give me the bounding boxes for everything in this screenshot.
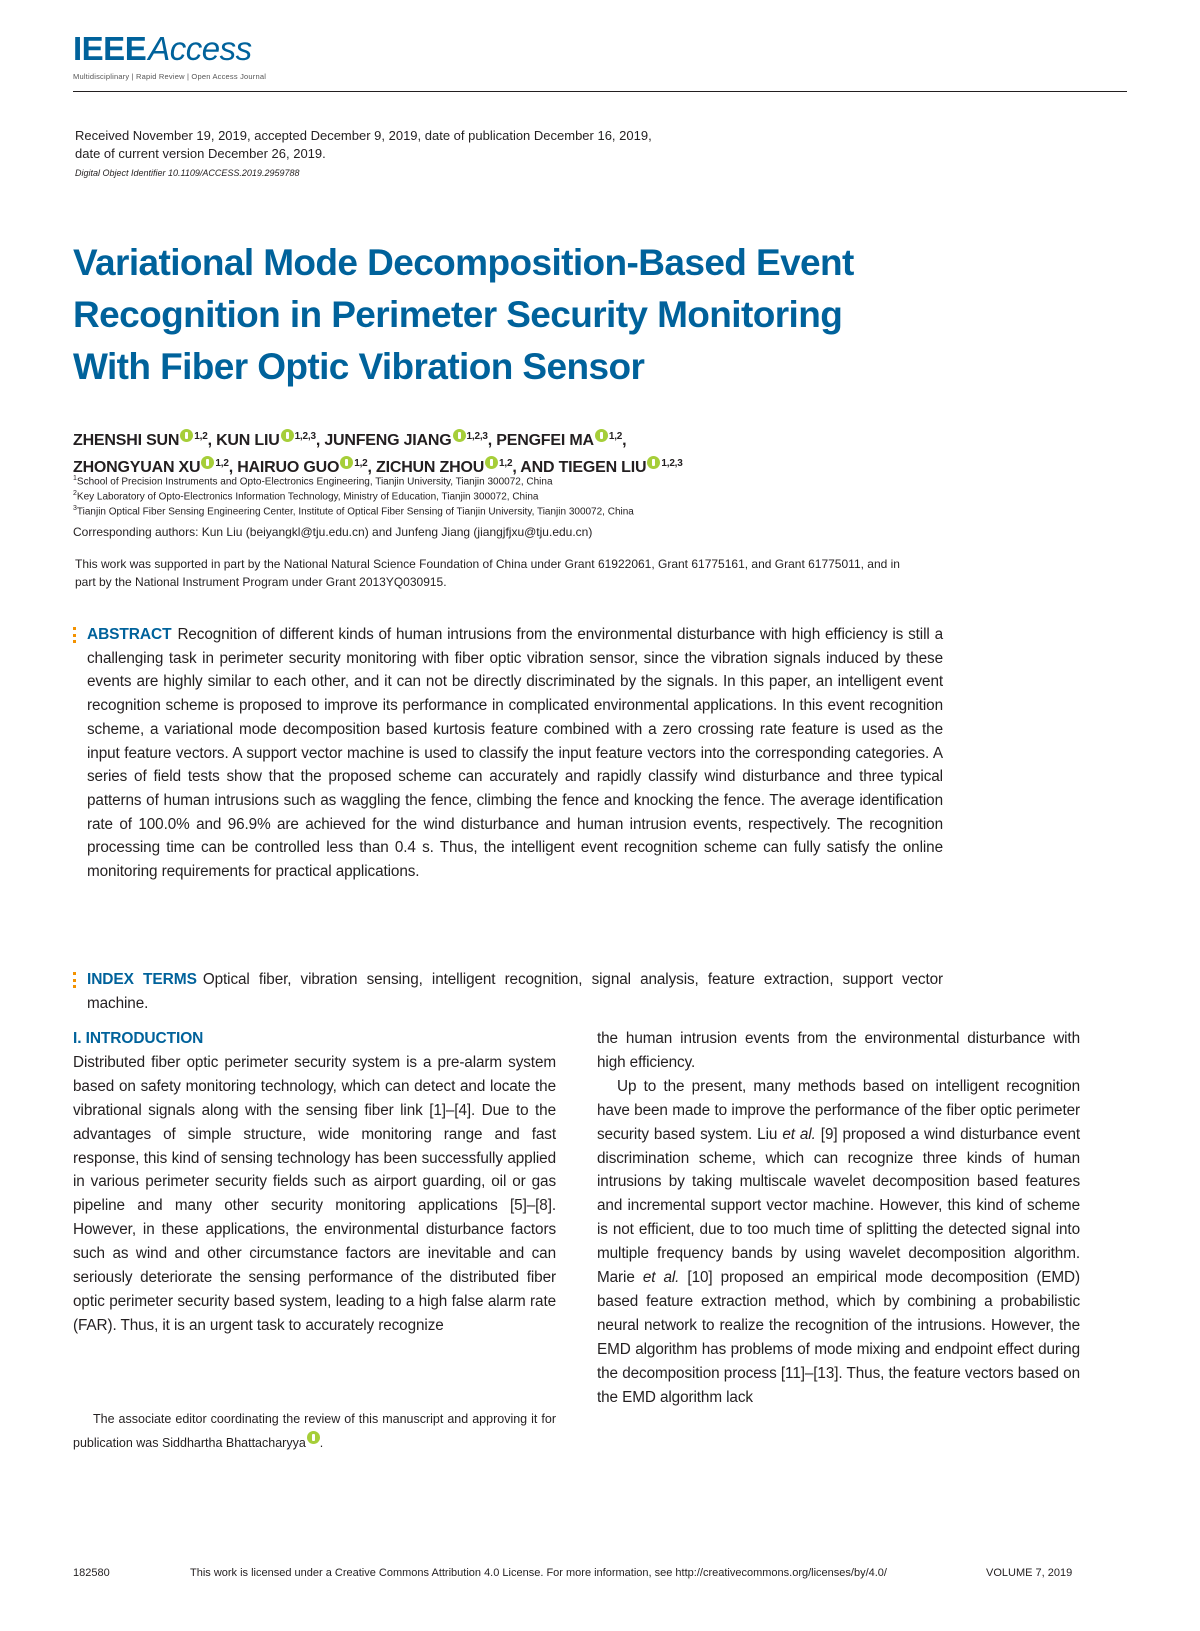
author-name: KUN LIU — [216, 432, 280, 449]
paragraph-text: [9] proposed a wind disturbance event discrimination scheme, which can recognize three kinds of human intrusions by taking multiscale wavelet decomposition based features and incremental support vector machine. However, this kind of scheme is not efficient, due to too much time of splitting the detected signal into multiple frequency bands by using wavelet decomposition algorithm. Marie — [597, 1125, 1080, 1287]
funding-statement: This work was supported in part by the National Natural Science Foundation of China under Grant 61922061, Grant 61775161, and Grant 61775011, and in part by the National Instrument Program under Grant 2013YQ030915. — [75, 557, 900, 589]
title-line-2: Recognition in Perimeter Security Monitoring — [73, 294, 843, 335]
orcid-icon[interactable] — [595, 429, 608, 442]
received-line-1: Received November 19, 2019, accepted December 9, 2019, date of publication December 16, 2019, — [75, 128, 652, 143]
orcid-icon[interactable] — [307, 1431, 320, 1444]
author-affiliation: 1,2 — [215, 458, 229, 469]
author-name: JUNFENG JIANG — [324, 432, 452, 449]
author-name: TIEGEN LIU — [558, 459, 647, 476]
orcid-icon[interactable] — [340, 456, 353, 469]
author-affiliation: 1,2 — [194, 431, 208, 442]
received-dates — [75, 127, 835, 163]
orcid-icon[interactable] — [453, 429, 466, 442]
doi[interactable]: Digital Object Identifier 10.1109/ACCESS.2019.2959788 — [75, 168, 300, 178]
affiliation-text: Tianjin Optical Fiber Sensing Engineering Center, Institute of Optical Fiber Sensing of Tianjin University, Tianjin 300072, China — [76, 506, 634, 518]
affiliation-number: 2 — [73, 490, 77, 497]
affiliation — [73, 502, 634, 519]
editor-footnote — [73, 1408, 556, 1455]
volume-label: VOLUME 7, 2019 — [986, 1567, 1073, 1579]
license-notice[interactable]: This work is licensed under a Creative Commons Attribution 4.0 License. For more information, see http://creativecommons.org/licenses/by/4.0/ — [190, 1567, 887, 1579]
orcid-icon[interactable] — [201, 456, 214, 469]
header-divider — [73, 91, 1127, 92]
author-name: ZICHUN ZHOU — [376, 459, 485, 476]
orcid-icon[interactable] — [485, 456, 498, 469]
corresponding-authors: Corresponding authors: Kun Liu (beiyangkl@tju.edu.cn) and Junfeng Jiang (jiangjfjxu@tju.edu.cn) — [73, 525, 593, 539]
author-affiliation: 1,2,3 — [661, 458, 683, 469]
author-affiliation: 1,2 — [608, 431, 623, 442]
author-separator: , — [207, 432, 217, 449]
author-separator: , — [367, 459, 377, 476]
logo-ieee: IEEE — [73, 30, 147, 67]
author-affiliation: 1,2,3 — [294, 431, 316, 442]
index-terms-heading: INDEX TERMS — [87, 971, 197, 988]
et-al: et al. — [642, 1269, 680, 1287]
affiliation-text: Key Laboratory of Opto-Electronics Information Technology, Ministry of Education, Tianjin 300072, China — [76, 491, 539, 503]
title-line-3: With Fiber Optic Vibration Sensor — [73, 346, 645, 387]
paper-title — [73, 237, 973, 393]
logo-tagline: Multidisciplinary | Rapid Review | Open Access Journal — [73, 72, 267, 81]
affiliation-text: School of Precision Instruments and Opto-Electronics Engineering, Tianjin University, Tianjin 300072, China — [76, 476, 553, 488]
index-terms-text: Optical fiber, vibration sensing, intelligent recognition, signal analysis, feature extraction, support vector machine. — [87, 971, 943, 1012]
index-terms-body — [87, 968, 943, 1015]
intro-paragraph-1: Distributed fiber optic perimeter security system is a pre-alarm system based on safety monitoring technology, which can detect and locate the vibrational signals along with the sensing fiber link [1]–[4]. Due to the advantages of simple structure, wide monitoring range and fast response, this kind of sensing technology has been successfully applied in various perimeter security fields such as airport guarding, oil or gas pipeline and many other security monitoring applications [5]–[8]. However, in these applications, the environmental disturbance factors such as wind and other circumstance factors are inevitable and can seriously deteriorate the sensing performance of the distributed fiber optic perimeter security based system, leading to a high false alarm rate (FAR). Thus, it is an urgent task to accurately recognize — [73, 1053, 556, 1334]
author-separator: , — [622, 432, 627, 449]
abstract-text: Recognition of different kinds of human intrusions from the environmental disturbance with high efficiency is still a challenging task in perimeter security monitoring with fiber optic vibration sensor, since the vibration signals induced by these events are highly similar to each other, and it can not be directly discriminated by the signals. In this paper, an intelligent event recognition scheme is proposed to improve its performance in complicated environmental applications. In this event recognition scheme, a variational mode decomposition based kurtosis feature combined with a zero crossing rate feature is used as the input feature vectors. A support vector machine is used to classify the input feature vectors into the corresponding categories. A series of field tests show that the proposed scheme can accurately and rapidly classify wind disturbance and three typical patterns of human intrusions such as waggling the fence, climbing the fence and knocking the fence. The average identification rate of 100.0% and 96.9% are achieved for the wind disturbance and human intrusion events, respectively. The recognition processing time can be controlled less than 0.4 s. Thus, the intelligent event recognition scheme can fully satisfy the online monitoring requirements for practical applications. — [87, 626, 943, 881]
footnote-end: . — [319, 1436, 324, 1450]
orcid-icon[interactable] — [281, 429, 294, 442]
author-separator: , — [315, 432, 325, 449]
author-affiliation: 1,2 — [354, 458, 368, 469]
author-name: HAIRUO GUO — [237, 459, 340, 476]
index-terms-section — [73, 968, 943, 1015]
left-column — [73, 1027, 556, 1338]
author-name: ZHENSHI SUN — [73, 432, 180, 449]
paragraph-text: Up to the present, many methods based on intelligent recognition have been made to improve the performance of the fiber optic perimeter security based system. Liu — [597, 1077, 1080, 1143]
author-affiliation: 1,2 — [499, 458, 513, 469]
logo-access: Access — [148, 30, 252, 67]
orcid-icon[interactable] — [647, 456, 660, 469]
title-line-1: Variational Mode Decomposition-Based Event — [73, 242, 854, 283]
received-line-2: date of current version December 26, 2019. — [75, 146, 326, 161]
author-affiliation: 1,2,3 — [466, 431, 488, 442]
abstract-heading: ABSTRACT — [87, 626, 172, 643]
author-separator: , AND — [512, 459, 559, 476]
author-name: ZHONGYUAN XU — [73, 459, 201, 476]
index-terms-marker — [73, 972, 82, 988]
author-separator: , — [487, 432, 497, 449]
author-separator: , — [228, 459, 238, 476]
abstract-body — [87, 623, 943, 884]
orcid-icon[interactable] — [180, 429, 193, 442]
right-column — [597, 1027, 1080, 1410]
paragraph-text: [10] proposed an empirical mode decomposition (EMD) based feature extraction method, which by combining a probabilistic neural network to realize the recognition of the intrusions. However, the EMD algorithm has problems of mode mixing and endpoint effect during the decomposition process [11]–[13]. Thus, the feature vectors based on the EMD algorithm lack — [597, 1269, 1080, 1406]
author-list — [73, 425, 973, 479]
intro-paragraph-cont: the human intrusion events from the environmental disturbance with high efficiency. — [597, 1030, 1080, 1071]
intro-paragraph-2 — [597, 1075, 1080, 1410]
affiliation-number: 3 — [73, 505, 77, 512]
page-number: 182580 — [73, 1567, 110, 1579]
footnote-text: The associate editor coordinating the review of this manuscript and approving it for publication was Siddhartha Bhattacharyya — [73, 1412, 556, 1450]
journal-logo — [73, 30, 267, 81]
affiliation-number: 1 — [73, 475, 77, 482]
et-al: et al. — [782, 1125, 816, 1143]
section-heading: I. INTRODUCTION — [73, 1030, 204, 1047]
abstract-section — [73, 623, 943, 884]
author-name: PENGFEI MA — [496, 432, 594, 449]
abstract-marker — [73, 627, 82, 643]
